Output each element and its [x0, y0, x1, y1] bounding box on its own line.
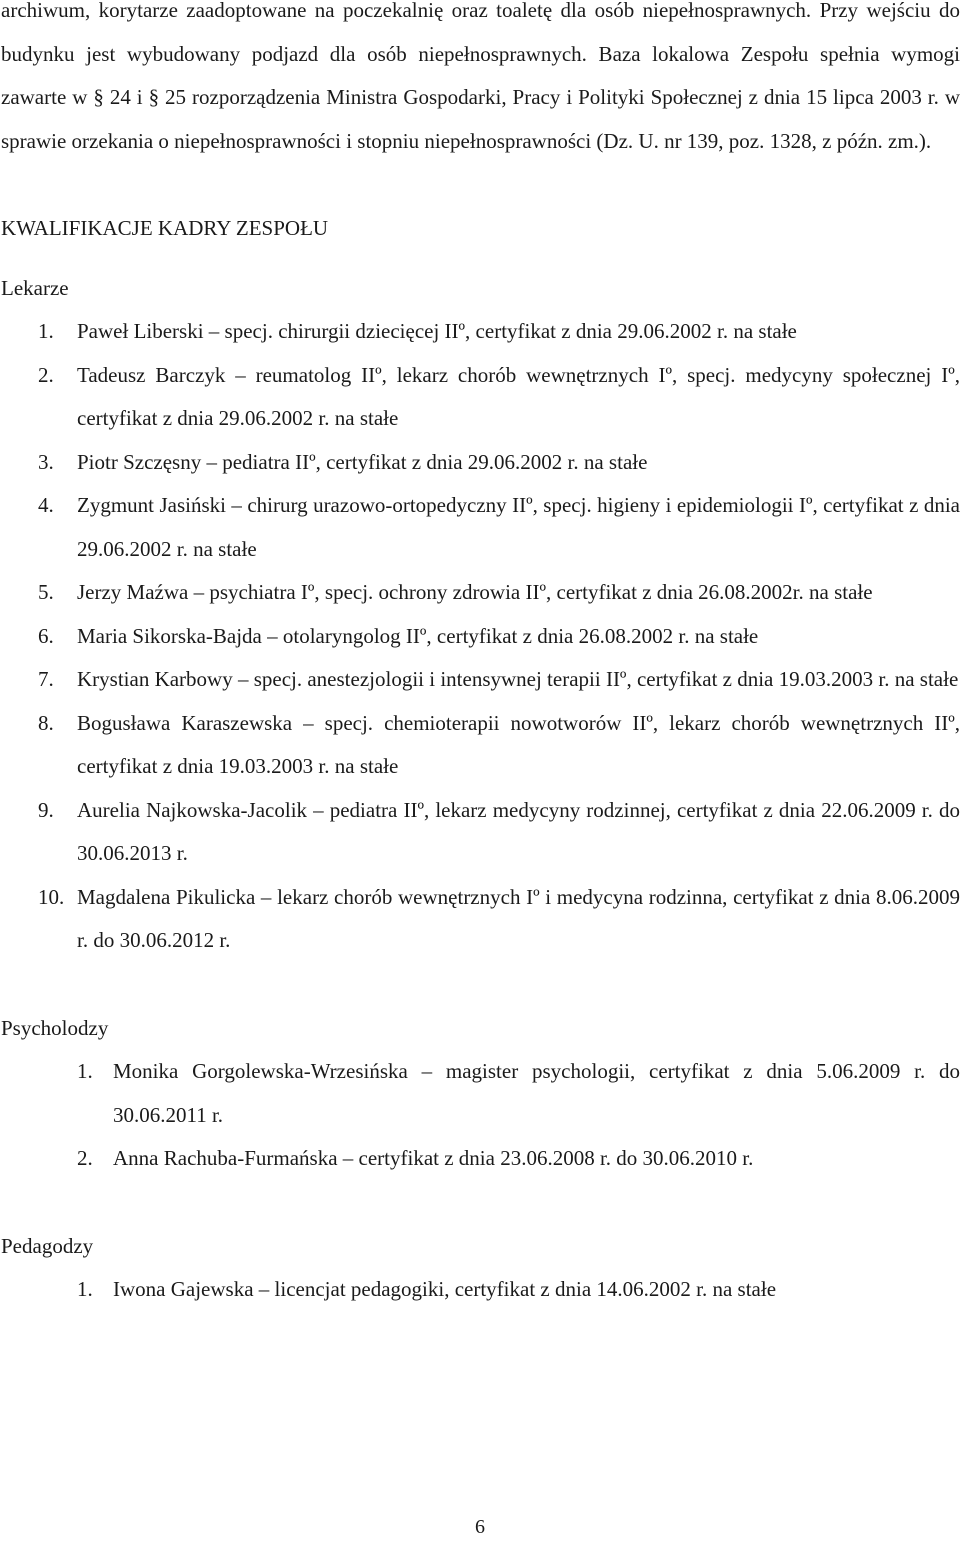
list-item — [0, 1050, 960, 1137]
item-text: Piotr Szczęsny – pediatra IIº, certyfikat z dnia 29.06.2002 r. na stałe — [77, 449, 648, 474]
item-text: Maria Sikorska-Bajda – otolaryngolog IIº, certyfikat z dnia 26.08.2002 r. na stałe — [77, 623, 759, 648]
item-text: Zygmunt Jasiński – chirurg urazowo-ortopedyczny IIº, specj. higieny i epidemiologii Iº, certyfikat z dnia 29.06.2002 r. na stałe — [77, 493, 960, 561]
item-text: Jerzy Maźwa – psychiatra Iº, specj. ochrony zdrowia IIº, certyfikat z dnia 26.08.2002r. na stałe — [77, 580, 873, 604]
list-item — [0, 658, 960, 702]
list-item — [0, 1137, 960, 1181]
list-item — [0, 1268, 960, 1312]
item-text: Monika Gorgolewska-Wrzesińska – magister psychologii, certyfikat z dnia 5.06.2009 r. do 30.06.2011 r. — [113, 1059, 960, 1127]
list-item — [0, 571, 960, 615]
item-text: Aurelia Najkowska-Jacolik – pediatra IIº, lekarz medycyny rodzinnej, certyfikat z dnia 22.06.2009 r. do 30.06.2013 r. — [77, 797, 960, 865]
section-heading: KWALIFIKACJE KADRY ZESPOŁU — [1, 216, 329, 240]
list-item — [0, 789, 960, 876]
list-item — [0, 876, 960, 963]
doctors-list — [0, 310, 960, 963]
item-number: 9. — [38, 797, 54, 822]
pedagogues-heading: Pedagodzy — [1, 1233, 94, 1258]
item-number: 5. — [38, 580, 54, 604]
item-text: Paweł Liberski – specj. chirurgii dziecięcej IIº, certyfikat z dnia 29.06.2002 r. na stałe — [77, 319, 797, 343]
item-text: Anna Rachuba-Furmańska – certyfikat z dnia 23.06.2008 r. do 30.06.2010 r. — [113, 1146, 754, 1170]
item-number: 2. — [38, 362, 54, 387]
item-number: 6. — [38, 623, 54, 648]
item-number: 7. — [38, 667, 54, 691]
item-number: 1. — [77, 1059, 93, 1083]
item-text: Krystian Karbowy – specj. anestezjologii i intensywnej terapii IIº, certyfikat z dnia 19.03.2003 r. na stałe — [77, 667, 959, 691]
list-item — [0, 615, 960, 659]
item-number: 1. — [38, 319, 54, 343]
item-number: 10. — [38, 884, 65, 909]
item-number: 2. — [77, 1146, 93, 1170]
item-text: Tadeusz Barczyk – reumatolog IIº, lekarz chorób wewnętrznych Iº, specj. medycyny społecznej Iº, certyfikat z dnia 29.06.2002 r. na stałe — [77, 362, 960, 430]
list-item — [0, 441, 960, 485]
item-text: Iwona Gajewska – licencjat pedagogiki, certyfikat z dnia 14.06.2002 r. na stałe — [113, 1277, 777, 1301]
item-number: 3. — [38, 449, 54, 474]
doctors-heading: Lekarze — [1, 275, 69, 300]
list-item — [0, 354, 960, 441]
item-number: 1. — [77, 1277, 93, 1301]
list-item — [0, 310, 960, 354]
psychologists-heading: Psycholodzy — [1, 1015, 109, 1040]
pedagogues-list — [0, 1268, 960, 1312]
psychologists-list — [0, 1050, 960, 1181]
list-item — [0, 484, 960, 571]
item-number: 8. — [38, 710, 54, 735]
list-item — [0, 702, 960, 789]
intro-paragraph: archiwum, korytarze zaadoptowane na poczekalnię oraz toaletę dla osób niepełnosprawnych. Przy wejściu do budynku jest wybudowany podjazd dla osób niepełnosprawnych. Baza lokalowa Zespołu spełnia wymogi zawarte w § 24 i § 25 rozporządzenia Ministra Gospodarki, Pracy i Polityki Społecznej z dnia 15 lipca 2003 r. w sprawie orzekania o niepełnosprawności i stopniu niepełnosprawności (Dz. U. nr 139, poz. 1328, z późn. zm.). — [1, 0, 960, 153]
item-text: Magdalena Pikulicka – lekarz chorób wewnętrznych Iº i medycyna rodzinna, certyfikat z dnia 8.06.2009 r. do 30.06.2012 r. — [77, 884, 960, 952]
page-number: 6 — [475, 1516, 485, 1538]
item-text: Bogusława Karaszewska – specj. chemioterapii nowotworów IIº, lekarz chorób wewnętrznych IIº, certyfikat z dnia 19.03.2003 r. na stałe — [77, 710, 960, 778]
item-number: 4. — [38, 493, 54, 517]
